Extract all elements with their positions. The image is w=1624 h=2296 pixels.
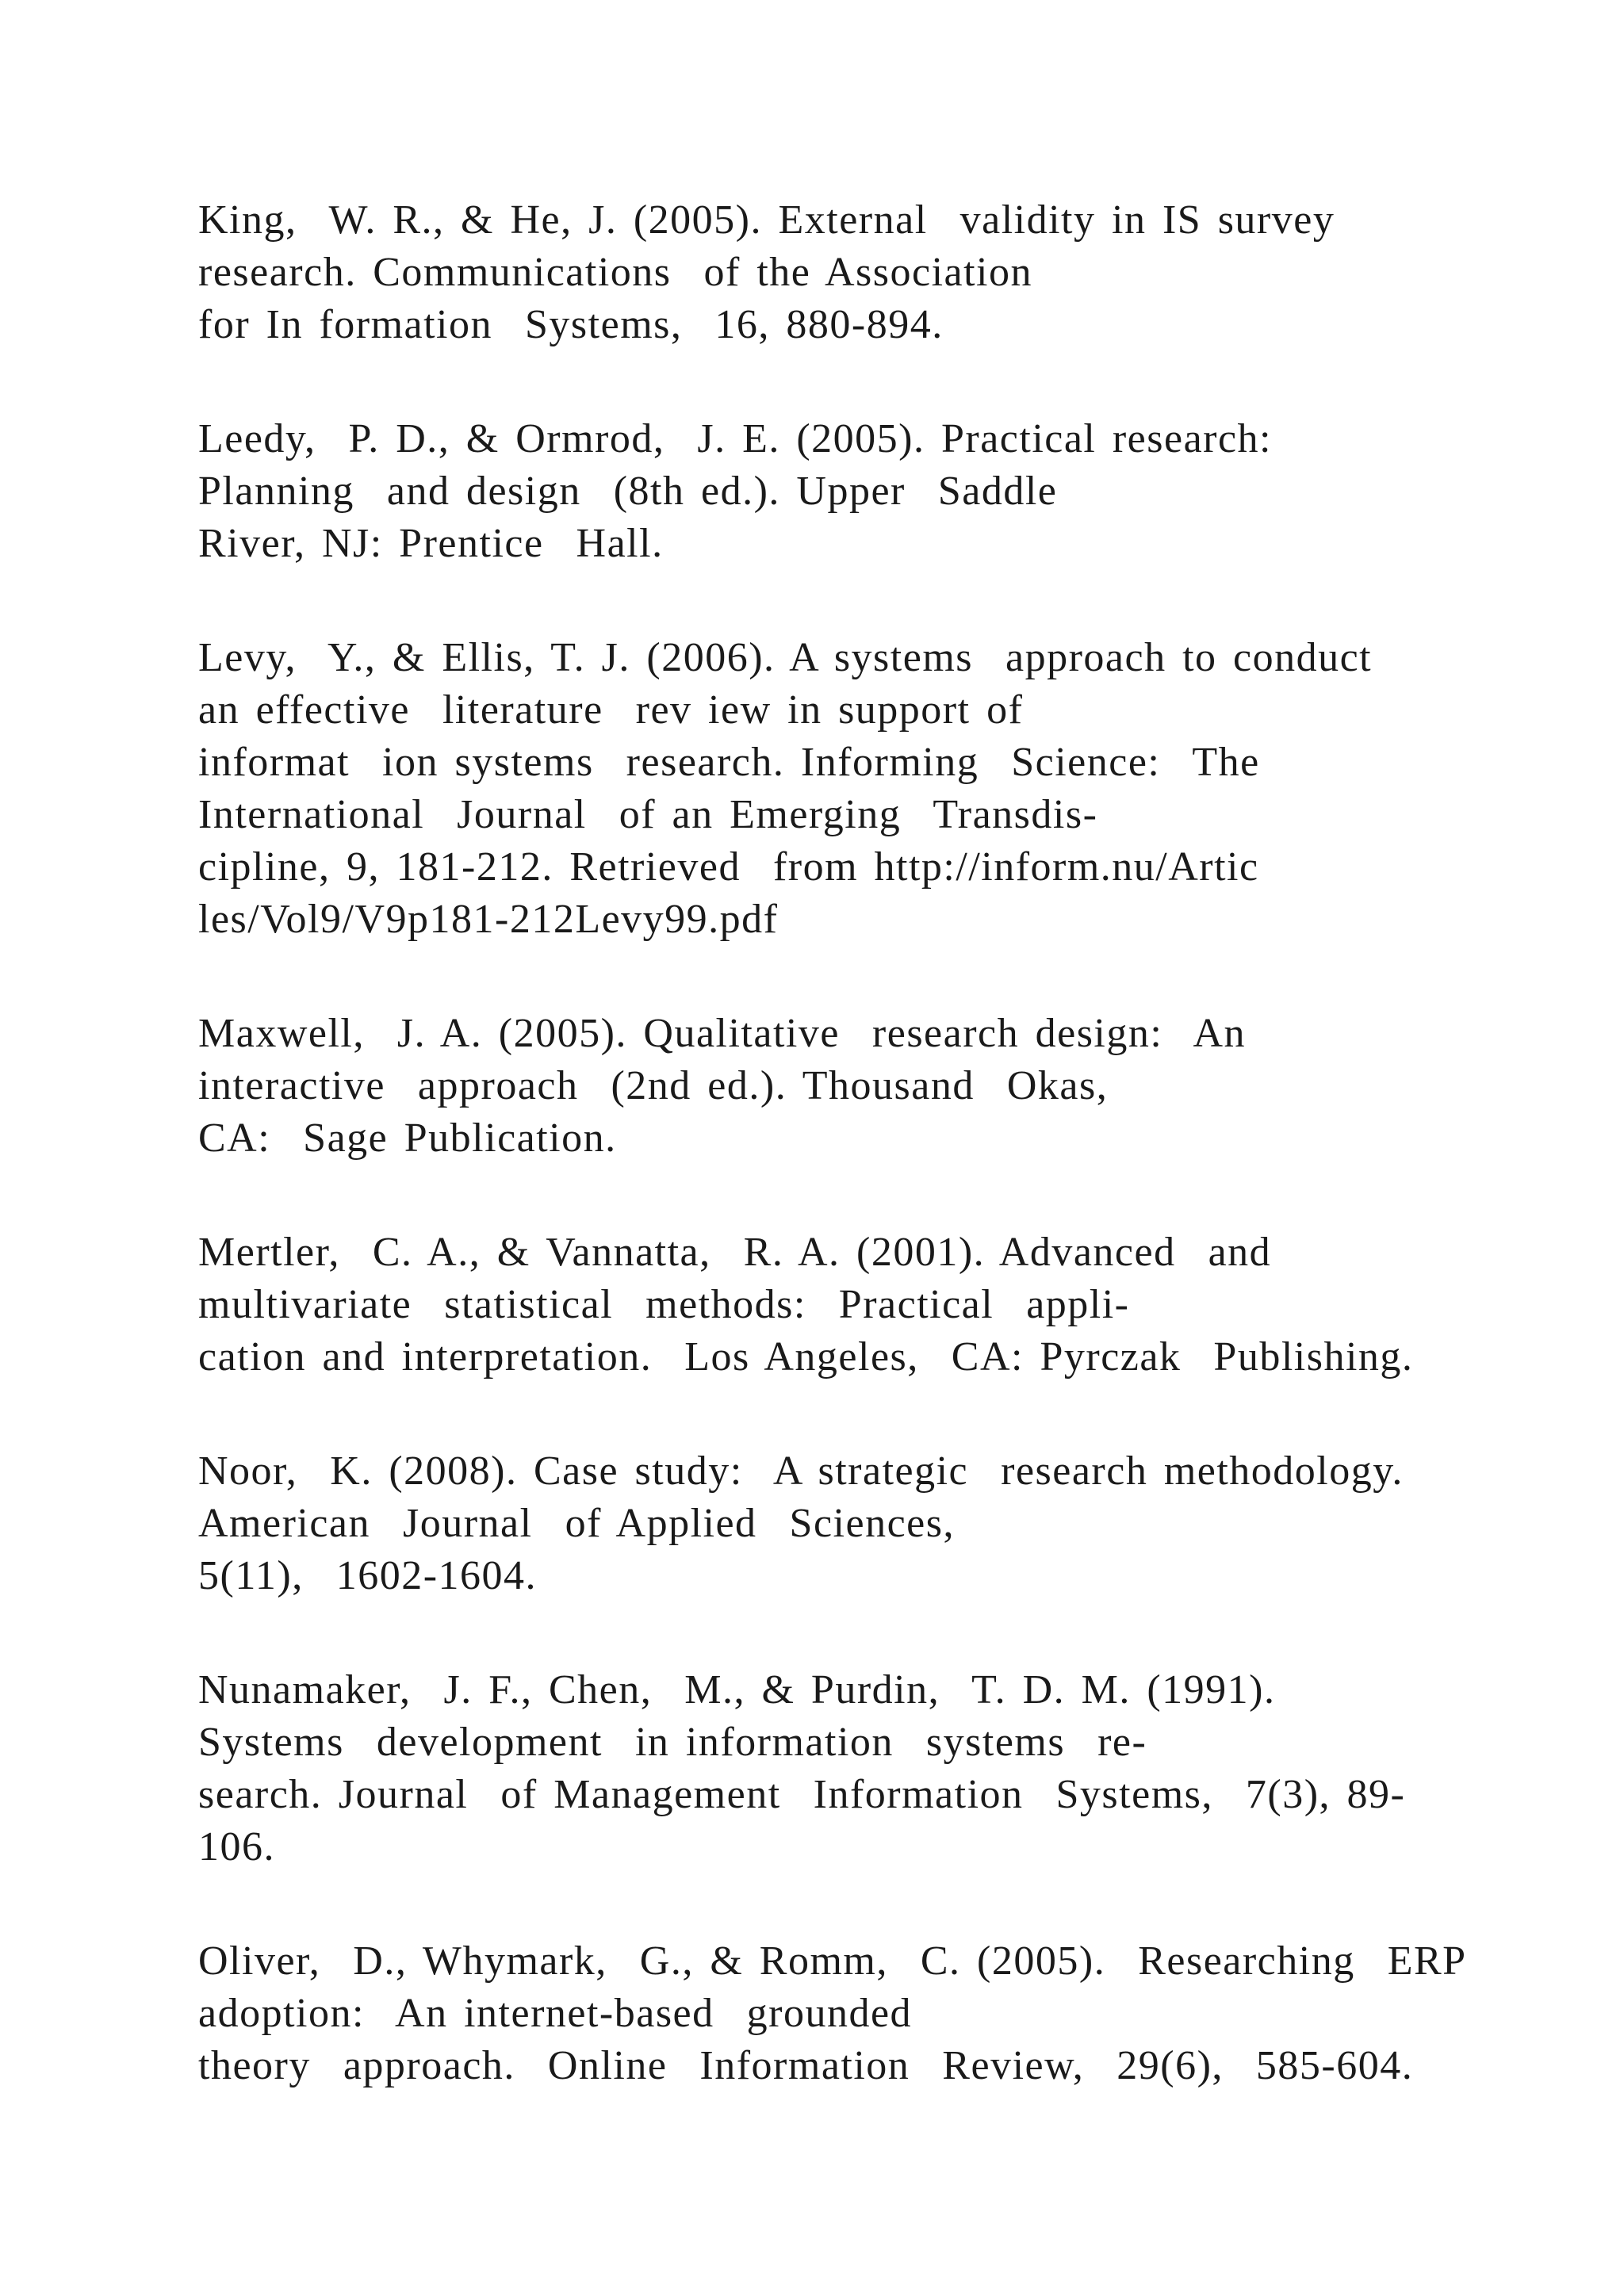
reference-line: search. Journal of Management Information Systems, 7(3), 89- — [198, 1772, 1406, 1817]
reference-line: Mertler, C. A., & Vannatta, R. A. (2001). Advanced and — [198, 1230, 1272, 1275]
reference-levy-ellis — [198, 632, 1578, 946]
reference-line: for In formation Systems, 16, 880-894. — [198, 302, 944, 347]
reference-line: 106. — [198, 1824, 275, 1869]
reference-noor — [198, 1445, 1578, 1602]
reference-line: theory approach. Online Information Review, 29(6), 585-604. — [198, 2043, 1414, 2088]
reference-line: cation and interpretation. Los Angeles, CA: Pyrczak Publishing. — [198, 1334, 1414, 1380]
reference-line: International Journal of an Emerging Transdis- — [198, 792, 1098, 837]
reference-line: Noor, K. (2008). Case study: A strategic research methodology. — [198, 1448, 1404, 1494]
reference-line: cipline, 9, 181-212. Retrieved from http://inform.nu/Artic — [198, 844, 1259, 890]
reference-line: King, W. R., & He, J. (2005). External validity in IS survey — [198, 197, 1335, 243]
reference-line: River, NJ: Prentice Hall. — [198, 521, 664, 566]
reference-line: CA: Sage Publication. — [198, 1115, 617, 1161]
reference-line: American Journal of Applied Sciences, — [198, 1501, 955, 1546]
reference-line: Levy, Y., & Ellis, T. J. (2006). A systems approach to conduct — [198, 635, 1373, 680]
reference-line: Maxwell, J. A. (2005). Qualitative research design: An — [198, 1011, 1247, 1056]
reference-line: research. Communications of the Association — [198, 250, 1033, 295]
reference-line: 5(11), 1602-1604. — [198, 1553, 538, 1598]
reference-maxwell — [198, 1008, 1578, 1165]
reference-line: informat ion systems research. Informing Science: The — [198, 740, 1260, 785]
reference-line: interactive approach (2nd ed.). Thousand Okas, — [198, 1063, 1109, 1108]
reference-line: Planning and design (8th ed.). Upper Saddle — [198, 469, 1058, 514]
reference-list — [198, 194, 1578, 2154]
reference-oliver-whymark — [198, 1935, 1578, 2092]
reference-line: Oliver, D., Whymark, G., & Romm, C. (2005). Researching ERP — [198, 1938, 1467, 1984]
reference-line: Nunamaker, J. F., Chen, M., & Purdin, T. D. M. (1991). — [198, 1667, 1276, 1712]
reference-line: Leedy, P. D., & Ormrod, J. E. (2005). Practical research: — [198, 416, 1273, 461]
reference-nunamaker — [198, 1664, 1578, 1873]
reference-line: an effective literature rev iew in support of — [198, 687, 1024, 733]
reference-leedy-ormrod — [198, 413, 1578, 570]
reference-mertler-vannatta — [198, 1226, 1578, 1383]
reference-line: adoption: An internet-based grounded — [198, 1991, 913, 2036]
reference-king-he — [198, 194, 1578, 351]
reference-line: multivariate statistical methods: Practical appli- — [198, 1282, 1130, 1327]
reference-line: les/Vol9/V9p181-212Levy99.pdf — [198, 897, 779, 942]
reference-line: Systems development in information systems re- — [198, 1720, 1147, 1765]
